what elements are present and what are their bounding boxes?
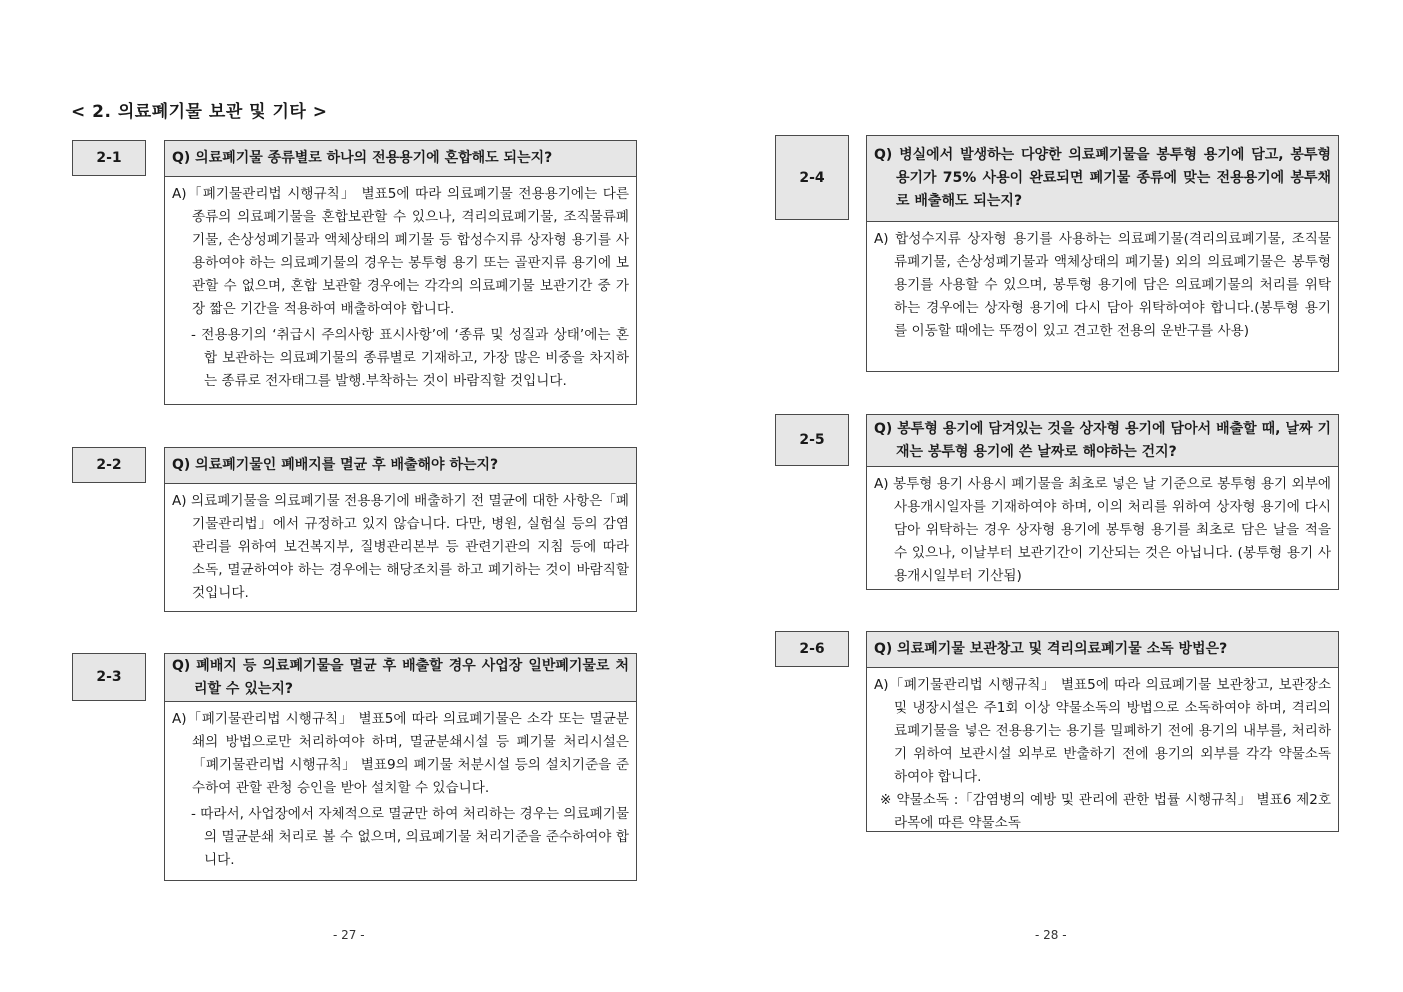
page-number-right: - 28 - bbox=[1035, 928, 1067, 942]
question: Q) 병실에서 발생하는 다양한 의료폐기물을 봉투형 용기에 담고, 봉투형 용기가 75% 사용이 완료되면 폐기물 종류에 맞는 전용용기에 봉투채로 배출해도 되는지? bbox=[867, 136, 1338, 222]
qa-box-2-5 bbox=[866, 414, 1339, 590]
answer-subnote: - 따라서, 사업장에서 자체적으로 멸균만 하여 처리하는 경우는 의료폐기물의 멸균분쇄 처리로 볼 수 없으며, 의료폐기물 처리기준을 준수하여야 합니다. bbox=[191, 806, 629, 868]
item-number: 2-5 bbox=[775, 414, 849, 466]
answer bbox=[165, 702, 636, 876]
item-number: 2-6 bbox=[775, 631, 849, 667]
answer bbox=[867, 668, 1338, 839]
qa-box-2-4 bbox=[866, 135, 1339, 372]
qa-box-2-3 bbox=[164, 653, 637, 881]
page-number-left: - 27 - bbox=[333, 928, 365, 942]
item-number: 2-3 bbox=[72, 653, 146, 701]
answer bbox=[867, 467, 1338, 592]
answer-text: A)「폐기물관리법 시행규칙」 별표5에 따라 의료폐기물은 소각 또는 멸균분쇄의 방법으로만 처리하여야 하며, 멸균분쇄시설 등 폐기물 처리시설은 「폐기물관리법 시행규칙」 별표9의 폐기물 처분시설 등의 설치기준을 준수하여 관할 관청 승인을 받아 설치할 수 있습니다. bbox=[172, 711, 629, 796]
question: Q) 폐배지 등 의료폐기물을 멸균 후 배출할 경우 사업장 일반폐기물로 처리할 수 있는지? bbox=[165, 654, 636, 702]
qa-box-2-6 bbox=[866, 631, 1339, 832]
answer-footnote: ※ 약물소독 :「감염병의 예방 및 관리에 관한 법률 시행규칙」 별표6 제2호라목에 따른 약물소독 bbox=[880, 792, 1331, 831]
item-number: 2-2 bbox=[72, 447, 146, 483]
section-title: < 2. 의료폐기물 보관 및 기타 > bbox=[71, 102, 328, 122]
answer bbox=[165, 484, 636, 609]
answer-text: A) 합성수지류 상자형 용기를 사용하는 의료폐기물(격리의료폐기물, 조직물류폐기물, 손상성폐기물과 액체상태의 폐기물) 외의 의료폐기물은 봉투형 용기를 사용할 수 있으며, 봉투형 용기에 담은 의료폐기물의 처리를 위탁하는 경우에는 상자형 용기에 다시 담아 위탁하여야 합니다.(봉투형 용기를 이동할 때에는 뚜껑이 있고 견고한 전용의 운반구를 사용) bbox=[874, 231, 1331, 339]
answer bbox=[165, 177, 636, 397]
answer bbox=[867, 222, 1338, 347]
question: Q) 의료폐기물 보관창고 및 격리의료폐기물 소독 방법은? bbox=[867, 632, 1338, 668]
answer-text: A) 봉투형 용기 사용시 폐기물을 최초로 넣은 날 기준으로 봉투형 용기 외부에 사용개시일자를 기재하여야 하며, 이의 처리를 위하여 상자형 용기에 다시 담아 위탁하는 경우 상자형 용기에 봉투형 용기를 최초로 담은 날을 적을 수 있으나, 이날부터 보관기간이 기산되는 것은 아닙니다. (봉투형 용기 사용개시일부터 기산됨) bbox=[874, 476, 1331, 584]
qa-box-2-2 bbox=[164, 447, 637, 612]
item-number: 2-4 bbox=[775, 135, 849, 220]
question: Q) 의료폐기물인 폐배지를 멸균 후 배출해야 하는지? bbox=[165, 448, 636, 484]
item-number: 2-1 bbox=[72, 140, 146, 176]
answer-text: A)「폐기물관리법 시행규칙」 별표5에 따라 의료폐기물 전용용기에는 다른 종류의 의료폐기물을 혼합보관할 수 있으나, 격리의료폐기물, 조직물류폐기물, 손상성폐기물과 액체상태의 폐기물 등 합성수지류 상자형 용기를 사용하여야 하는 의료폐기물의 경우는 봉투형 용기 또는 골판지류 용기에 보관할 수 없으며, 혼합 보관할 경우에는 각각의 의료폐기물 보관기간 중 가장 짧은 기간을 적용하여 배출하여야 합니다. bbox=[172, 186, 629, 317]
answer-text: A)「폐기물관리법 시행규칙」 별표5에 따라 의료폐기물 보관창고, 보관장소 및 냉장시설은 주1회 이상 약물소독의 방법으로 소독하여야 하며, 격리의료폐기물을 넣은 전용용기는 용기를 밀폐하기 전에 용기의 내부를, 처리하기 위하여 보관시설 외부로 반출하기 전에 용기의 외부를 각각 약물소독 하여야 합니다. bbox=[874, 677, 1331, 785]
question: Q) 봉투형 용기에 담겨있는 것을 상자형 용기에 담아서 배출할 때, 날짜 기재는 봉투형 용기에 쓴 날짜로 해야하는 건지? bbox=[867, 415, 1338, 467]
answer-subnote: - 전용용기의 ‘취급시 주의사항 표시사항’에 ‘종류 및 성질과 상태’에는 혼합 보관하는 의료폐기물의 종류별로 기재하고, 가장 많은 비중을 차지하는 종류로 전자태그를 발행.부착하는 것이 바람직할 것입니다. bbox=[191, 327, 629, 389]
qa-box-2-1 bbox=[164, 140, 637, 405]
answer-text: A) 의료폐기물을 의료폐기물 전용용기에 배출하기 전 멸균에 대한 사항은「폐기물관리법」에서 규정하고 있지 않습니다. 다만, 병원, 실험실 등의 감염관리를 위하여 보건복지부, 질병관리본부 등 관련기관의 지침 등에 따라 소독, 멸균하여야 하는 경우에는 해당조치를 하고 폐기하는 것이 바람직할 것입니다. bbox=[172, 493, 629, 601]
question: Q) 의료폐기물 종류별로 하나의 전용용기에 혼합해도 되는지? bbox=[165, 141, 636, 177]
